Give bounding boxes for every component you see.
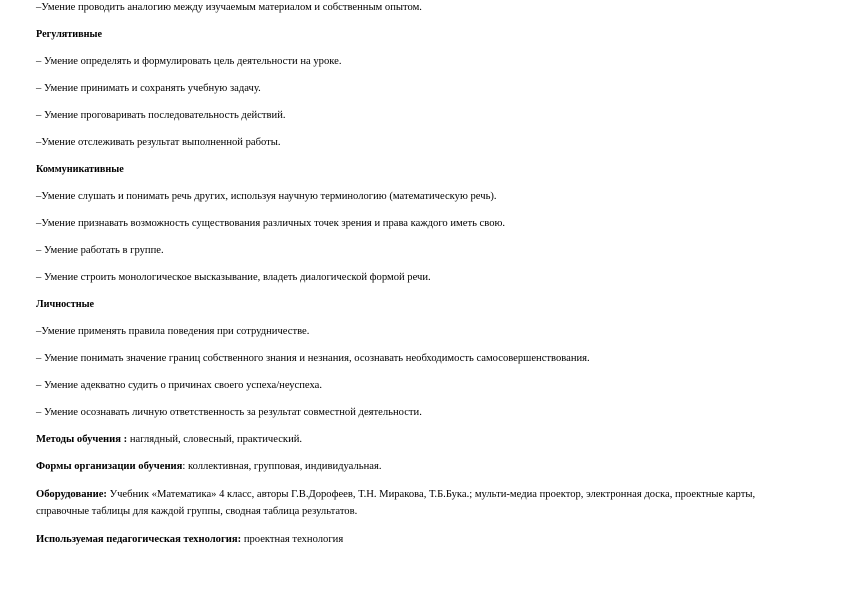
methods-label: Методы обучения: [36, 434, 121, 445]
equipment-value: Учебник «Математика» 4 класс, авторы Г.В.Дорофеев, Т.Н. Миракова, Т.Б.Бука.; мульти-медиа проектор, электронная доска, проектные карты, справочные таблицы для каждой группы, сводная таблица результатов.: [36, 489, 756, 517]
methods-line: [36, 433, 302, 446]
section-heading-personal: Личностные: [36, 299, 95, 310]
equipment-label: Оборудование: [36, 489, 104, 500]
technology-separator: :: [237, 534, 244, 545]
equipment-separator: :: [103, 489, 110, 500]
skill-item: – Умение принимать и сохранять учебную задачу.: [36, 83, 261, 94]
skill-item: –Умение проводить аналогию между изучаемым материалом и собственным опытом.: [36, 2, 422, 13]
methods-separator: :: [121, 434, 130, 445]
skill-item: – Умение работать в группе.: [36, 245, 164, 256]
equipment-paragraph: [36, 486, 806, 520]
forms-line: [36, 460, 381, 473]
forms-label: Формы организации обучения: [36, 461, 183, 472]
skill-item: – Умение адекватно судить о причинах своего успеха/неуспеха.: [36, 380, 323, 391]
section-heading-communicative: Коммуникативные: [36, 164, 124, 175]
technology-line: [36, 533, 343, 546]
forms-value: коллективная, групповая, индивидуальная.: [187, 461, 382, 472]
skill-item: –Умение признавать возможность существования различных точек зрения и права каждого иметь свою.: [36, 218, 506, 229]
skill-item: – Умение осознавать личную ответственность за результат совместной деятельности.: [36, 407, 422, 418]
section-heading-regulative: Регулятивные: [36, 29, 103, 40]
technology-label: Используемая педагогическая технология: [36, 534, 238, 545]
skill-item: –Умение слушать и понимать речь других, используя научную терминологию (математическую речь).: [36, 191, 497, 202]
skill-item: –Умение отслеживать результат выполненной работы.: [36, 137, 281, 148]
methods-value: наглядный, словесный, практический.: [129, 434, 303, 445]
skill-item: – Умение определять и формулировать цель деятельности на уроке.: [36, 56, 342, 67]
skill-item: – Умение проговаривать последовательность действий.: [36, 110, 286, 121]
skill-item: – Умение понимать значение границ собственного знания и незнания, осознавать необходимость самосовершенствования.: [36, 353, 590, 364]
skill-item: –Умение применять правила поведения при сотрудничестве.: [36, 326, 310, 337]
skill-item: – Умение строить монологическое высказывание, владеть диалогической формой речи.: [36, 272, 431, 283]
technology-value: проектная технология: [243, 534, 344, 545]
forms-separator: :: [182, 461, 188, 472]
